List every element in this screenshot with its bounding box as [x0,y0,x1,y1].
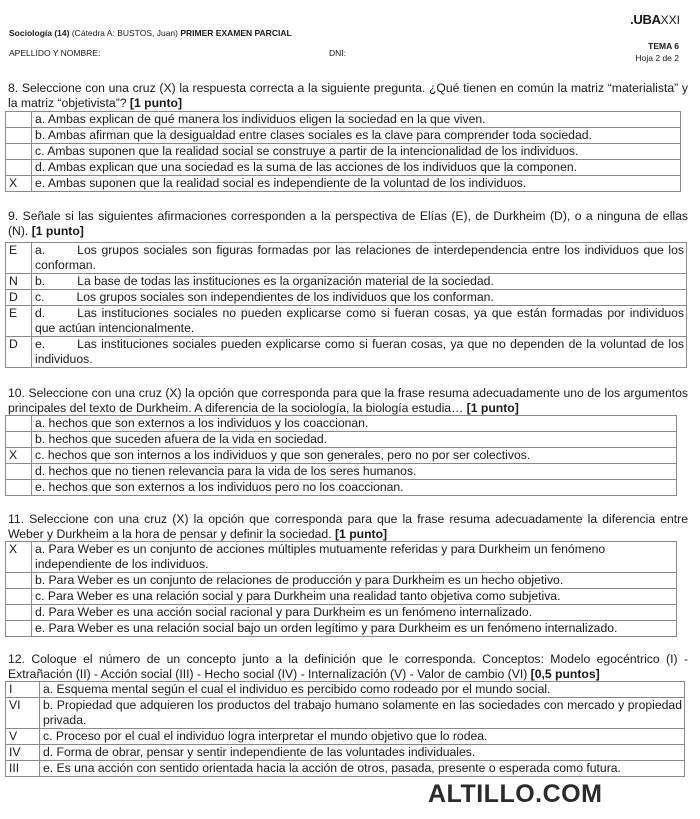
option-text [32,274,687,290]
option-text: e. hechos que son externos a los individuos pero no los coaccionan. [32,480,677,496]
option-body: Las instituciones sociales pueden explicarse como si fueran cosas, ya que no dependen de la voluntad de los individuos. [35,337,684,366]
answer-mark-cell[interactable]: X [6,542,32,573]
answer-mark-cell[interactable]: III [6,761,40,777]
points-label: [1 punto] [334,527,388,541]
answer-mark-cell[interactable]: E [6,306,32,337]
answer-mark-cell[interactable]: E [6,243,32,274]
question-12-prompt [8,652,688,682]
exam-header-title [9,28,292,38]
prompt-text: 10. Seleccione con una cruz (X) la opción que corresponda para que la frase resuma adecuadamente uno de los argumentos principales del texto de Durkheim. A diferencia de la sociología, la biología estudia… [8,386,688,415]
answer-mark-cell[interactable] [6,573,32,589]
prompt-text: 11. Seleccione con una cruz (X) la opción que corresponda para que la frase resuma adecuadamente la diferencia entre Weber y Durkheim a la hora de pensar y definir la sociedad. [8,512,688,541]
table-row [6,573,677,589]
table-row [6,144,681,160]
table-row [6,112,681,128]
table-row [6,729,685,745]
answer-mark-cell[interactable]: X [6,448,32,464]
question-10-prompt [8,386,688,416]
question-8-table [5,111,681,192]
answer-mark-cell[interactable] [6,112,32,128]
table-row [6,761,685,777]
option-text [32,290,687,306]
table-row [6,464,677,480]
table-row [6,698,685,729]
option-text: b. Propiedad que adquieren los productos del trabajo humano solamente en las sociedades con mercado y propiedad privada. [40,698,685,729]
answer-mark-cell[interactable] [6,128,32,144]
table-row [6,160,681,176]
table-row [6,542,677,573]
option-text: a. Esquema mental según el cual el individuo es percibido como rodeado por el mundo social. [40,682,685,698]
answer-mark-cell[interactable] [6,480,32,496]
question-11-table [5,541,677,637]
table-row [6,337,687,368]
answer-mark-cell[interactable] [6,621,32,637]
question-9-table [5,242,687,368]
prompt-text: 12. Coloque el número de un concepto junto a la definición que le corresponda. Conceptos: Modelo egocéntrico (I) - Extrañación (II) - Acción social (III) - Hecho social (IV) - Internalización (V) - Valor de cambio (VI) [8,652,688,681]
uba-logo-suffix: XXI [660,13,680,27]
option-letter: c. [35,290,45,304]
prompt-text: 9. Señale si las siguientes afirmaciones corresponden a la perspectiva de Elías (E), de Durkheim (D), o a ninguna de ellas (N). [8,209,688,238]
answer-mark-cell[interactable] [6,160,32,176]
tema-label: TEMA 6 [648,41,679,51]
table-row [6,448,677,464]
option-text: e. Para Weber es una relación social bajo un orden legítimo y para Durkheim es un fenómeno internalizado. [32,621,677,637]
table-row [6,682,685,698]
option-letter: e. [35,337,46,351]
table-row [6,621,677,637]
table-row [6,128,681,144]
table-row [6,176,681,192]
option-text: e. Ambas suponen que la realidad social es independiente de la voluntad de los individuos. [32,176,681,192]
table-row [6,589,677,605]
question-9-prompt [8,209,688,239]
option-body: La base de todas las instituciones es la organización material de la sociedad. [77,274,494,288]
table-row [6,605,677,621]
option-text: c. hechos que son internos a los individuos y que son generales, pero no por ser colectivos. [32,448,677,464]
exam-name: PRIMER EXAMEN PARCIAL [180,28,292,38]
dni-label: DNI: [329,48,346,58]
option-text: d. Ambas explican que una sociedad es la suma de las acciones de los individuos que la componen. [32,160,681,176]
option-text: d. Forma de obrar, pensar y sentir independiente de las voluntades individuales. [40,745,685,761]
option-body: Los grupos sociales son figuras formadas por las relaciones de interdependencia entre los individuos que los conforman. [35,243,684,272]
option-text: c. Ambas suponen que la realidad social se construye a partir de la intencionalidad de los individuos. [32,144,681,160]
option-letter: a. [35,243,46,257]
name-label: APELLIDO Y NOMBRE: [9,48,101,58]
table-row [6,745,685,761]
question-12-table [5,681,685,777]
question-10-table [5,415,677,496]
answer-mark-cell[interactable] [6,464,32,480]
table-row [6,416,677,432]
answer-mark-cell[interactable] [6,432,32,448]
prompt-text: 8. Seleccione con una cruz (X) la respuesta correcta a la siguiente pregunta. ¿Qué tienen en común la matriz “materialista” y la matriz “objetivista”? [8,81,688,110]
question-11-prompt [8,512,688,542]
table-row [6,480,677,496]
option-body: Las instituciones sociales no pueden explicarse como si fueran cosas, ya que están formadas por individuos que actúan intencionalmente. [35,306,684,335]
uba-logo [630,12,680,27]
option-text: d. hechos que no tienen relevancia para la vida de los seres humanos. [32,464,677,480]
points-label: [1 punto] [129,96,183,110]
answer-mark-cell[interactable] [6,144,32,160]
option-text: a. Para Weber es un conjunto de acciones múltiples mutuamente referidas y para Durkheim un fenómeno independiente de los individuos. [32,542,677,573]
option-text: b. hechos que suceden afuera de la vida en sociedad. [32,432,677,448]
option-text: e. Es una acción con sentido orientada hacia la acción de otros, pasada, presente o esperada como futura. [40,761,685,777]
option-text: c. Proceso por el cual el individuo logra interpretar el mundo objetivo que lo rodea. [40,729,685,745]
option-text: b. Ambas afirman que la desigualdad entre clases sociales es la clave para comprender toda sociedad. [32,128,681,144]
page-indicator: Hoja 2 de 2 [635,53,679,63]
answer-mark-cell[interactable]: V [6,729,40,745]
points-label: [0,5 puntos] [530,667,600,681]
option-letter: d. [35,306,46,320]
option-body: Los grupos sociales son independientes de los individuos que los conforman. [76,290,494,304]
option-text [32,306,687,337]
option-text: a. hechos que son externos a los individuos y los coaccionan. [32,416,677,432]
uba-logo-main: .UBA [630,12,661,27]
option-text: b. Para Weber es un conjunto de relaciones de producción y para Durkheim es un hecho objetivo. [32,573,677,589]
points-label: [1 punto] [466,401,519,415]
question-8-prompt [8,81,688,111]
chair-name: (Cátedra A: BUSTOS, Juan) [71,28,178,38]
table-row [6,274,687,290]
answer-mark-cell[interactable]: I [6,682,40,698]
course-name: Sociología (14) [9,28,70,38]
option-text: a. Ambas explican de qué manera los individuos eligen la sociedad en la que viven. [32,112,681,128]
table-row [6,306,687,337]
answer-mark-cell[interactable] [6,589,32,605]
watermark: ALTILLO.COM [428,780,603,808]
answer-mark-cell[interactable]: D [6,337,32,368]
answer-mark-cell[interactable]: IV [6,745,40,761]
option-text: d. Para Weber es una acción social racional y para Durkheim es un fenómeno internalizado. [32,605,677,621]
option-text [32,337,687,368]
table-row [6,290,687,306]
answer-mark-cell[interactable] [6,416,32,432]
answer-mark-cell[interactable]: X [6,176,32,192]
option-text: c. Para Weber es una relación social y para Durkheim una realidad tanto objetiva como subjetiva. [32,589,677,605]
points-label: [1 punto] [31,224,84,238]
answer-mark-cell[interactable]: VI [6,698,40,729]
answer-mark-cell[interactable] [6,605,32,621]
table-row [6,432,677,448]
table-row [6,243,687,274]
answer-mark-cell[interactable]: N [6,274,32,290]
option-text [32,243,687,274]
answer-mark-cell[interactable]: D [6,290,32,306]
option-letter: b. [35,274,46,288]
